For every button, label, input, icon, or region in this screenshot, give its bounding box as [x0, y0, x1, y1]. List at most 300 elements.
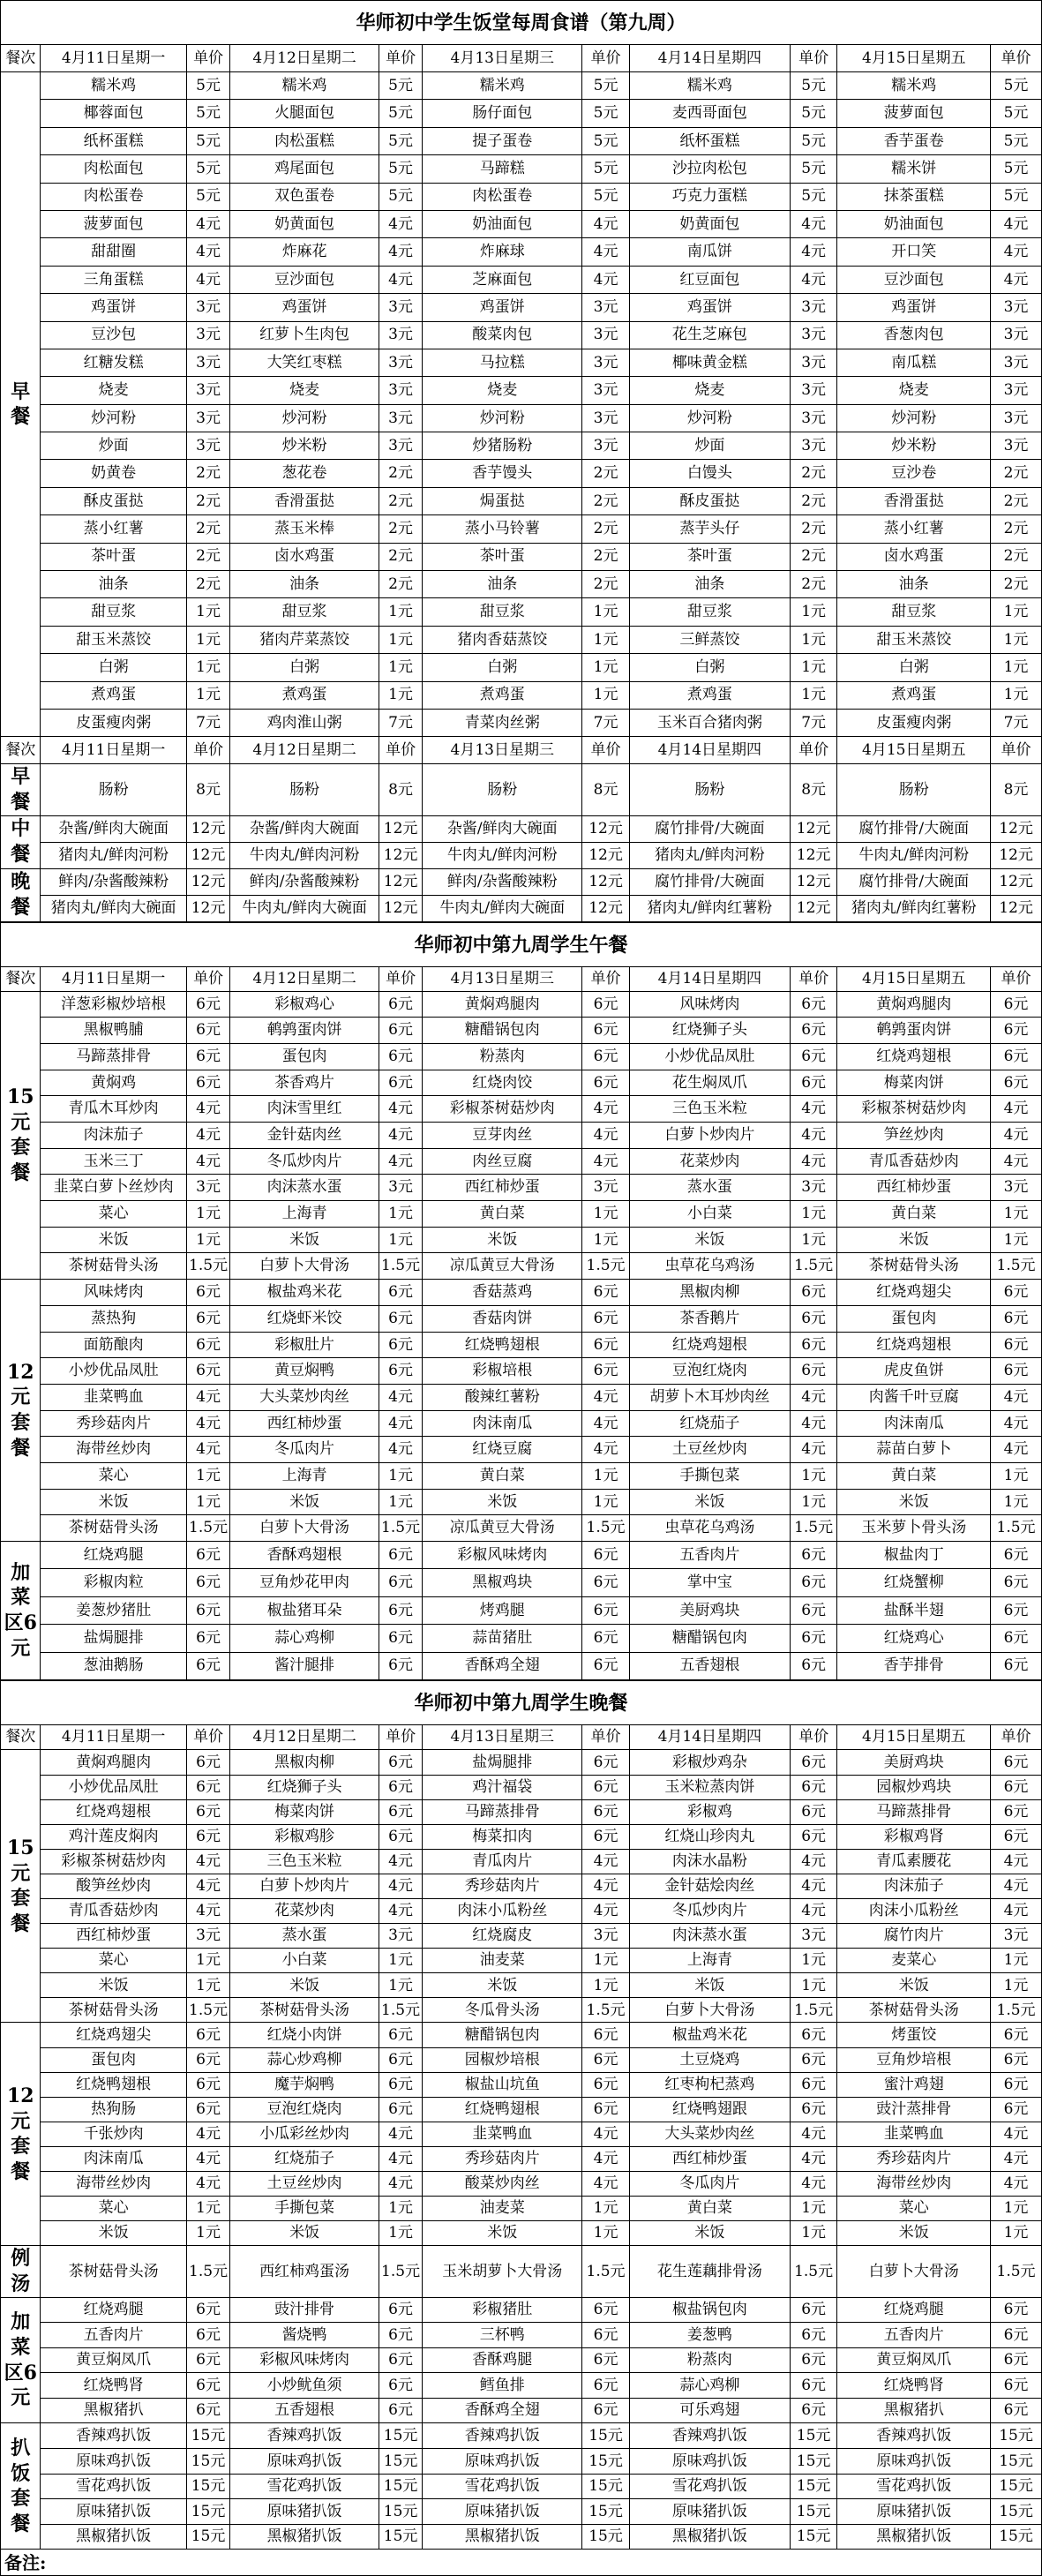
dish-name: 粉蒸肉 [629, 2347, 790, 2373]
dish-name: 椒盐鸡米花 [230, 1280, 379, 1306]
dish-price: 4元 [186, 2122, 230, 2146]
dish-name: 杂酱/鲜肉大碗面 [41, 815, 186, 842]
dish-price: 6元 [991, 1625, 1042, 1652]
dish-price: 12元 [379, 868, 423, 895]
table-row [1, 2499, 1042, 2525]
dish-price: 6元 [790, 1775, 837, 1799]
dish-name: 黑椒猪扒饭 [837, 2524, 991, 2550]
dish-name: 青菜肉丝粥 [423, 709, 582, 736]
dish-price: 12元 [379, 842, 423, 868]
dish-name: 香葱肉包 [837, 321, 991, 349]
dish-name: 香酥鸡全翅 [423, 2398, 582, 2423]
dish-price: 6元 [186, 1305, 230, 1332]
dish-price: 12元 [186, 868, 230, 895]
dish-price: 6元 [186, 1018, 230, 1044]
dish-price: 1元 [379, 626, 423, 653]
dish-name: 黄豆焖凤爪 [837, 2347, 991, 2373]
dish-name: 肉丝豆腐 [423, 1148, 582, 1175]
table-row [1, 1874, 1042, 1898]
dish-price: 1元 [991, 1489, 1042, 1515]
price-header: 单价 [991, 45, 1042, 72]
dish-name: 炒面 [41, 432, 186, 460]
table-row [1, 2423, 1042, 2449]
dish-price: 1元 [790, 1201, 837, 1228]
dish-name: 火腿面包 [230, 100, 379, 127]
dish-price: 6元 [379, 1542, 423, 1569]
dish-name: 炒米粉 [230, 432, 379, 460]
dish-price: 6元 [379, 2398, 423, 2423]
dish-name: 甜豆浆 [423, 598, 582, 626]
dish-price: 6元 [790, 2373, 837, 2399]
dish-price: 4元 [379, 1123, 423, 1149]
dish-price: 1.5元 [790, 2246, 837, 2297]
dish-name: 冬瓜肉片 [230, 1437, 379, 1463]
dish-name: 红烧茄子 [629, 1410, 790, 1437]
dish-price: 1元 [582, 1949, 630, 1973]
dish-name: 甜豆浆 [629, 598, 790, 626]
dish-name: 蒸水蛋 [230, 1924, 379, 1949]
dish-name: 糯米鸡 [423, 72, 582, 100]
dish-price: 5元 [991, 72, 1042, 100]
dish-name: 酸菜肉包 [423, 321, 582, 349]
dish-price: 6元 [790, 1018, 837, 1044]
dish-name: 雪花鸡扒饭 [230, 2474, 379, 2499]
dish-price: 1元 [379, 2221, 423, 2246]
dish-price: 6元 [790, 2047, 837, 2072]
dish-price: 1元 [790, 2197, 837, 2221]
dish-name: 西红柿炒蛋 [423, 1175, 582, 1201]
dish-name: 葱花卷 [230, 460, 379, 487]
dish-price: 6元 [582, 1824, 630, 1849]
dish-name: 黄白菜 [423, 1462, 582, 1489]
table-row [1, 2146, 1042, 2171]
dish-price: 4元 [582, 2146, 630, 2171]
dish-price: 3元 [582, 321, 630, 349]
dish-price: 3元 [186, 349, 230, 376]
dish-price: 6元 [582, 2097, 630, 2122]
dish-name: 红烧山珍肉丸 [629, 1824, 790, 1849]
dish-price: 4元 [186, 2172, 230, 2197]
dish-name: 韭菜鸭血 [423, 2122, 582, 2146]
dish-price: 1元 [790, 598, 837, 626]
dish-price: 5元 [582, 183, 630, 210]
table-row [1, 1824, 1042, 1849]
dish-name: 秀珍菇肉片 [837, 2146, 991, 2171]
dish-price: 15元 [582, 2449, 630, 2475]
dish-name: 黑椒猪扒饭 [230, 2524, 379, 2550]
dish-name: 鸡蛋饼 [230, 294, 379, 321]
dish-name: 猪肉丸/鲜肉河粉 [41, 842, 186, 868]
dish-price: 1元 [582, 1973, 630, 1998]
table-row [1, 842, 1042, 868]
dish-price: 2元 [790, 460, 837, 487]
day-header: 4月12日星期二 [230, 737, 379, 764]
dish-price: 6元 [186, 2023, 230, 2047]
dish-name: 鸡蛋饼 [629, 294, 790, 321]
dish-price: 4元 [582, 210, 630, 237]
dish-name: 米饭 [230, 1973, 379, 1998]
dish-price: 1.5元 [186, 1998, 230, 2023]
dish-price: 15元 [379, 2524, 423, 2550]
dish-price: 3元 [186, 377, 230, 404]
dish-name: 米饭 [41, 2221, 186, 2246]
dish-price: 4元 [991, 1874, 1042, 1898]
dish-price: 4元 [379, 1437, 423, 1463]
dish-name: 白萝卜大骨汤 [837, 2246, 991, 2297]
dish-name: 腐竹排骨/大碗面 [837, 815, 991, 842]
table-row [1, 764, 1042, 815]
dish-name: 蒸水蛋 [629, 1175, 790, 1201]
menu-table [0, 966, 1042, 1680]
dish-name: 原味猪扒饭 [837, 2499, 991, 2525]
dish-price: 3元 [379, 404, 423, 432]
meal-section-label: 扒饭套餐 [1, 2423, 41, 2550]
dish-price: 6元 [186, 1775, 230, 1799]
dish-price: 15元 [186, 2423, 230, 2449]
dish-price: 6元 [582, 1799, 630, 1824]
dish-name: 魔芋焖鸭 [230, 2072, 379, 2097]
dish-price: 4元 [790, 1874, 837, 1898]
dish-price: 6元 [790, 1652, 837, 1679]
dish-price: 2元 [991, 543, 1042, 570]
dish-name: 原味猪扒饭 [41, 2499, 186, 2525]
dish-name: 酥皮蛋挞 [629, 487, 790, 514]
meal-section-label: 晚餐 [1, 868, 41, 921]
dish-name: 红烧鸭肾 [41, 2373, 186, 2399]
dish-price: 6元 [379, 2097, 423, 2122]
meal-header: 餐次 [1, 45, 41, 72]
dish-price: 6元 [991, 2072, 1042, 2097]
dish-name: 炒河粉 [629, 404, 790, 432]
dish-name: 肉酱千叶豆腐 [837, 1384, 991, 1410]
dish-name: 蒜心炒鸡柳 [230, 2047, 379, 2072]
dish-name: 肉沫小瓜粉丝 [423, 1899, 582, 1924]
table-row [1, 868, 1042, 895]
header-row [1, 966, 1042, 991]
dish-name: 牛肉丸/鲜肉大碗面 [230, 895, 379, 921]
dish-price: 4元 [582, 1096, 630, 1123]
dish-price: 6元 [186, 1799, 230, 1824]
dish-name: 手撕包菜 [629, 1462, 790, 1489]
price-header: 单价 [582, 737, 630, 764]
dish-price: 6元 [186, 1824, 230, 1849]
dish-name: 马蹄糕 [423, 155, 582, 183]
price-header: 单价 [790, 966, 837, 991]
dish-name: 黄白菜 [837, 1462, 991, 1489]
dish-name: 西红柿炒蛋 [629, 2146, 790, 2171]
dish-name: 虫草花乌鸡汤 [629, 1253, 790, 1280]
dish-price: 5元 [790, 183, 837, 210]
dish-name: 蒸玉米棒 [230, 515, 379, 543]
dish-price: 3元 [991, 377, 1042, 404]
dish-price: 6元 [991, 1775, 1042, 1799]
dish-name: 五香肉片 [41, 2323, 186, 2348]
dish-name: 豆沙面包 [837, 266, 991, 293]
dish-price: 3元 [379, 377, 423, 404]
dish-price: 12元 [991, 895, 1042, 921]
dish-name: 椒盐锅包肉 [629, 2297, 790, 2323]
table-row [1, 1358, 1042, 1385]
dish-price: 6元 [991, 1542, 1042, 1569]
dish-name: 红烧鸡翅根 [629, 1332, 790, 1358]
dish-price: 6元 [991, 2297, 1042, 2323]
table-row [1, 1332, 1042, 1358]
dish-price: 1元 [186, 1949, 230, 1973]
dish-price: 6元 [582, 1625, 630, 1652]
dish-price: 3元 [991, 349, 1042, 376]
dish-price: 15元 [582, 2499, 630, 2525]
dish-name: 虫草花乌鸡汤 [629, 1515, 790, 1542]
dish-price: 4元 [991, 266, 1042, 293]
dish-price: 3元 [991, 404, 1042, 432]
dish-price: 6元 [186, 1596, 230, 1624]
table-row [1, 404, 1042, 432]
dish-price: 4元 [790, 1096, 837, 1123]
dish-name: 姜葱炒猪肚 [41, 1596, 186, 1624]
header-row [1, 737, 1042, 764]
dish-name: 卤水鸡蛋 [837, 543, 991, 570]
dish-name: 猪肉丸/鲜肉河粉 [629, 842, 790, 868]
dish-price: 4元 [582, 1437, 630, 1463]
dish-name: 双色蛋卷 [230, 183, 379, 210]
dish-name: 彩椒风味烤肉 [230, 2347, 379, 2373]
dish-name: 梅菜肉饼 [230, 1799, 379, 1824]
dish-price: 6元 [379, 2347, 423, 2373]
dish-name: 米饭 [41, 1973, 186, 1998]
meal-section-label: 加菜区6元 [1, 2297, 41, 2423]
dish-name: 米饭 [423, 1973, 582, 1998]
dish-price: 3元 [186, 294, 230, 321]
price-header: 单价 [186, 45, 230, 72]
dish-price: 6元 [991, 1652, 1042, 1679]
dish-name: 大笑红枣糕 [230, 349, 379, 376]
dish-name: 西红柿鸡蛋汤 [230, 2246, 379, 2297]
dish-price: 5元 [186, 100, 230, 127]
table-row [1, 991, 1042, 1018]
dish-price: 1元 [582, 1201, 630, 1228]
table-row [1, 2072, 1042, 2097]
dish-name: 肠粉 [230, 764, 379, 815]
dish-name: 土豆丝炒肉 [230, 2172, 379, 2197]
dish-price: 1元 [991, 2197, 1042, 2221]
dish-price: 15元 [790, 2423, 837, 2449]
dish-price: 1元 [790, 1462, 837, 1489]
dish-name: 黄豆焖鸭 [230, 1358, 379, 1385]
section-title: 华师初中第九周学生晚餐 [0, 1680, 1042, 1724]
dish-name: 糯米鸡 [41, 72, 186, 100]
dish-price: 6元 [379, 1824, 423, 1849]
dish-price: 3元 [379, 1175, 423, 1201]
table-row [1, 1018, 1042, 1044]
dish-name: 白粥 [41, 654, 186, 681]
dish-price: 6元 [379, 1305, 423, 1332]
dish-price: 6元 [991, 1569, 1042, 1596]
dish-price: 5元 [186, 155, 230, 183]
table-row [1, 1384, 1042, 1410]
dish-name: 彩椒肉粒 [41, 1569, 186, 1596]
table-row [1, 1437, 1042, 1463]
dish-price: 6元 [991, 1305, 1042, 1332]
dish-price: 6元 [186, 1625, 230, 1652]
dish-name: 香滑蛋挞 [230, 487, 379, 514]
dish-price: 6元 [790, 1305, 837, 1332]
dish-price: 1.5元 [991, 1998, 1042, 2023]
dish-price: 6元 [379, 1070, 423, 1096]
dish-price: 3元 [186, 1175, 230, 1201]
dish-name: 黑椒猪扒 [41, 2398, 186, 2423]
dish-name: 白粥 [230, 654, 379, 681]
dish-price: 3元 [790, 432, 837, 460]
dish-name: 猪肉丸/鲜肉红薯粉 [629, 895, 790, 921]
dish-name: 猪肉香菇蒸饺 [423, 626, 582, 653]
dish-price: 1元 [186, 598, 230, 626]
dish-name: 彩椒炒鸡杂 [629, 1750, 790, 1775]
dish-name: 凉瓜黄豆大骨汤 [423, 1253, 582, 1280]
dish-price: 6元 [991, 1070, 1042, 1096]
dish-name: 猪肉芹菜蒸饺 [230, 626, 379, 653]
dish-name: 米饭 [230, 1227, 379, 1253]
dish-name: 盐焗腿排 [423, 1750, 582, 1775]
dish-name: 马蹄蒸排骨 [837, 1799, 991, 1824]
dish-name: 红烧鸡翅尖 [837, 1280, 991, 1306]
dish-name: 花菜炒肉 [230, 1899, 379, 1924]
header-row [1, 1724, 1042, 1750]
dish-price: 12元 [379, 895, 423, 921]
table-row [1, 2524, 1042, 2550]
dish-price: 6元 [991, 1280, 1042, 1306]
dish-price: 4元 [379, 1096, 423, 1123]
dish-price: 4元 [186, 1148, 230, 1175]
dish-price: 6元 [790, 2097, 837, 2122]
dish-name: 冬瓜骨头汤 [423, 1998, 582, 2023]
dish-name: 黑椒鸭脯 [41, 1018, 186, 1044]
dish-price: 15元 [379, 2423, 423, 2449]
dish-price: 4元 [582, 266, 630, 293]
dish-price: 6元 [186, 1332, 230, 1358]
dish-name: 香辣鸡扒饭 [837, 2423, 991, 2449]
table-row [1, 266, 1042, 293]
dish-price: 3元 [379, 349, 423, 376]
dish-price: 4元 [790, 1410, 837, 1437]
day-header: 4月14日星期四 [629, 1724, 790, 1750]
dish-name: 盐焗腿排 [41, 1625, 186, 1652]
meal-section-label: 15元套餐 [1, 991, 41, 1280]
dish-price: 1元 [379, 1201, 423, 1228]
dish-name: 鸡蛋饼 [423, 294, 582, 321]
dish-name: 豆沙面包 [230, 266, 379, 293]
dish-price: 4元 [379, 266, 423, 293]
dish-name: 上海青 [230, 1462, 379, 1489]
dish-price: 4元 [186, 210, 230, 237]
dish-name: 炸麻球 [423, 238, 582, 266]
dish-price: 1.5元 [790, 1515, 837, 1542]
dish-price: 4元 [790, 2172, 837, 2197]
dish-price: 3元 [790, 1175, 837, 1201]
dish-name: 甜玉米蒸饺 [41, 626, 186, 653]
dish-price: 1.5元 [379, 2246, 423, 2297]
day-header: 4月14日星期四 [629, 737, 790, 764]
dish-price: 6元 [186, 1569, 230, 1596]
dish-price: 2元 [186, 460, 230, 487]
day-header: 4月12日星期二 [230, 966, 379, 991]
dish-name: 可乐鸡翅 [629, 2398, 790, 2423]
dish-price: 1元 [379, 1949, 423, 1973]
dish-name: 五香翅根 [230, 2398, 379, 2423]
dish-name: 香酥鸡全翅 [423, 1652, 582, 1679]
dish-name: 腐竹排骨/大碗面 [629, 815, 790, 842]
dish-name: 海带丝炒肉 [41, 1437, 186, 1463]
dish-price: 3元 [186, 1924, 230, 1949]
dish-name: 西红柿炒蛋 [230, 1410, 379, 1437]
dish-name: 黑椒猪扒饭 [41, 2524, 186, 2550]
dish-name: 白粥 [837, 654, 991, 681]
dish-price: 4元 [186, 1849, 230, 1874]
dish-name: 黄白菜 [837, 1201, 991, 1228]
table-row [1, 1652, 1042, 1679]
dish-price: 6元 [379, 1332, 423, 1358]
dish-price: 4元 [379, 2172, 423, 2197]
dish-price: 1.5元 [582, 2246, 630, 2297]
dish-price: 12元 [582, 895, 630, 921]
table-row [1, 210, 1042, 237]
dish-price: 12元 [790, 868, 837, 895]
dish-name: 红糖发糕 [41, 349, 186, 376]
dish-price: 15元 [991, 2524, 1042, 2550]
dish-name: 肠粉 [423, 764, 582, 815]
dish-name: 掌中宝 [629, 1569, 790, 1596]
dish-name: 白萝卜大骨汤 [629, 1998, 790, 2023]
dish-name: 杂酱/鲜肉大碗面 [423, 815, 582, 842]
dish-price: 1元 [186, 1489, 230, 1515]
dish-name: 蒸小红薯 [41, 515, 186, 543]
dish-price: 6元 [582, 991, 630, 1018]
dish-name: 烧麦 [423, 377, 582, 404]
table-row [1, 895, 1042, 921]
dish-name: 蒸芋头仔 [629, 515, 790, 543]
dish-name: 姜葱鸭 [629, 2323, 790, 2348]
dish-name: 卤水鸡蛋 [230, 543, 379, 570]
dish-name: 甜甜圈 [41, 238, 186, 266]
dish-name: 油条 [423, 571, 582, 598]
dish-name: 米饭 [230, 2221, 379, 2246]
dish-name: 彩椒茶树菇炒肉 [423, 1096, 582, 1123]
dish-name: 牛肉丸/鲜肉河粉 [230, 842, 379, 868]
dish-price: 2元 [186, 515, 230, 543]
dish-price: 1.5元 [186, 2246, 230, 2297]
dish-price: 4元 [991, 2146, 1042, 2171]
dish-name: 奶油面包 [837, 210, 991, 237]
table-row [1, 487, 1042, 514]
dish-price: 6元 [582, 2023, 630, 2047]
dish-name: 梅菜扣肉 [423, 1824, 582, 1849]
dish-name: 鲜肉/杂酱酸辣粉 [423, 868, 582, 895]
dish-price: 4元 [379, 2146, 423, 2171]
dish-name: 肠仔面包 [423, 100, 582, 127]
table-row [1, 2347, 1042, 2373]
dish-name: 红烧豆腐 [423, 1437, 582, 1463]
dish-price: 15元 [790, 2499, 837, 2525]
dish-name: 甜豆浆 [837, 598, 991, 626]
dish-price: 6元 [582, 2297, 630, 2323]
table-row [1, 1201, 1042, 1228]
dish-price: 1.5元 [186, 1515, 230, 1542]
dish-price: 5元 [582, 72, 630, 100]
dish-name: 香酥鸡腿 [423, 2347, 582, 2373]
dish-name: 蒸小红薯 [837, 515, 991, 543]
dish-name: 白萝卜大骨汤 [230, 1515, 379, 1542]
dish-price: 1元 [379, 1489, 423, 1515]
dish-price: 6元 [379, 2297, 423, 2323]
